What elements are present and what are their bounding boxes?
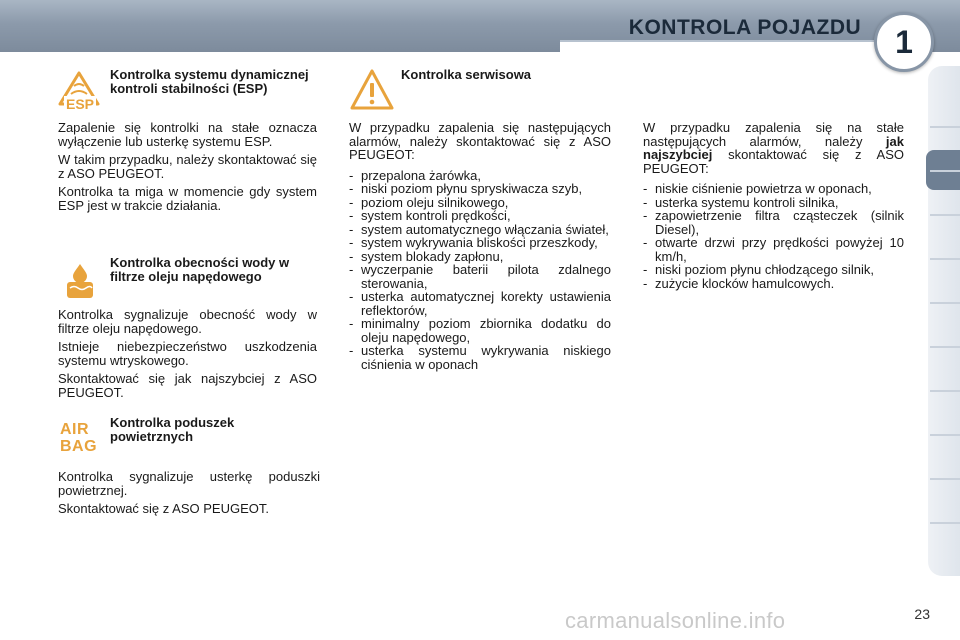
- tab-divider: [930, 126, 960, 128]
- tab-divider: [930, 302, 960, 304]
- tab-divider: [930, 522, 960, 524]
- airbag-heading: Kontrolka poduszek powietrznych: [110, 415, 235, 444]
- airbag-icon-line-1: AIR: [60, 421, 90, 438]
- tab-divider: [930, 170, 960, 172]
- airbag-icon: [60, 421, 104, 455]
- water-paragraph-3: Skontaktować się jak najszybciej z ASO PEUGEOT.: [58, 371, 317, 400]
- airbag-icon-line-2: BAG: [60, 438, 98, 455]
- water-in-fuel-icon: [60, 262, 100, 307]
- service-alarm-item: - system blokady zapłonu,: [349, 250, 611, 264]
- urgent-alarm-list: [643, 182, 904, 290]
- urgent-alarm-item: - niskie ciśnienie powietrza w oponach,: [643, 182, 904, 196]
- service-alarm-item: - niski poziom płynu spryskiwacza szyb,: [349, 182, 611, 196]
- airbag-paragraph-2: Skontaktować się z ASO PEUGEOT.: [58, 501, 269, 516]
- urgent-alarm-item: - zużycie klocków hamulcowych.: [643, 277, 904, 291]
- chapter-tab-strip[interactable]: [928, 66, 960, 576]
- service-alarm-item: - system automatycznego włączania świateł,: [349, 223, 611, 237]
- tab-divider: [930, 478, 960, 480]
- service-alarm-item: - poziom oleju silnikowego,: [349, 196, 611, 210]
- service-alarm-item: - usterka automatycznej korekty ustawienia reflektorów,: [349, 290, 611, 317]
- esp-text: [58, 121, 317, 217]
- urgent-alarm-text: [643, 121, 904, 290]
- water-paragraph-1: Kontrolka sygnalizuje obecność wody w filtrze oleju napędowego.: [58, 307, 317, 336]
- watermark: carmanualsonline.info: [565, 608, 786, 633]
- service-heading: Kontrolka serwisowa: [401, 67, 532, 82]
- airbag-text: [58, 470, 320, 521]
- service-alarm-item: - wyczerpanie baterii pilota zdalnego sterowania,: [349, 263, 611, 290]
- tab-divider: [930, 434, 960, 436]
- urgent-alarm-item: - otwarte drzwi przy prędkości powyżej 10 km/h,: [643, 236, 904, 263]
- service-alarm-item: - system kontroli prędkości,: [349, 209, 611, 223]
- tab-divider: [930, 258, 960, 260]
- urgent-alarm-item: - zapowietrzenie filtra cząsteczek (silnik Diesel),: [643, 209, 904, 236]
- esp-paragraph-3: Kontrolka ta miga w momencie gdy system ESP jest w trakcie działania.: [58, 184, 317, 213]
- urgent-intro-emphasis: jak najszybciej: [643, 133, 904, 162]
- esp-warning-icon: [56, 70, 102, 117]
- service-alarm-item: - minimalny poziom zbiornika dodatku do oleju napędowego,: [349, 317, 611, 344]
- esp-icon-label: ESP: [66, 96, 95, 112]
- service-alarm-item: - system wykrywania bliskości przeszkody,: [349, 236, 611, 250]
- page-number: 23: [914, 606, 930, 622]
- urgent-intro: [643, 121, 904, 175]
- urgent-alarm-item: - usterka systemu kontroli silnika,: [643, 196, 904, 210]
- esp-heading: Kontrolka systemu dynamicznej kontroli stabilności (ESP): [110, 67, 309, 96]
- service-text: [349, 121, 611, 371]
- water-in-fuel-text: [58, 308, 317, 404]
- service-alarm-item: - usterka systemu wykrywania niskiego ciśnienia w oponach: [349, 344, 611, 371]
- esp-paragraph-2: W takim przypadku, należy skontaktować się z ASO PEUGEOT.: [58, 152, 317, 181]
- urgent-alarm-item: - niski poziom płynu chłodzącego silnik,: [643, 263, 904, 277]
- water-in-fuel-heading: Kontrolka obecności wody w filtrze oleju napędowego: [110, 255, 290, 284]
- page-title: KONTROLA POJAZDU: [628, 16, 862, 39]
- service-intro: W przypadku zapalenia się następujących alarmów, należy skontaktować się z ASO PEUGEOT:: [349, 120, 611, 162]
- urgent-intro-start: W przypadku zapalenia się na stałe następujących alarmów, należy: [643, 120, 904, 149]
- chapter-badge: 1: [874, 12, 934, 72]
- tab-divider: [930, 346, 960, 348]
- urgent-intro-end: skontaktować się z ASO PEUGEOT:: [643, 147, 904, 176]
- service-warning-icon: [349, 68, 395, 117]
- esp-paragraph-1: Zapalenie się kontrolki na stałe oznacza wyłączenie lub usterkę systemu ESP.: [58, 120, 317, 149]
- service-alarm-item: - przepalona żarówka,: [349, 169, 611, 183]
- airbag-paragraph-1: Kontrolka sygnalizuje usterkę poduszki powietrznej.: [58, 469, 320, 498]
- water-paragraph-2: Istnieje niebezpieczeństwo uszkodzenia systemu wtryskowego.: [58, 339, 317, 368]
- tab-divider: [930, 390, 960, 392]
- tab-divider: [930, 214, 960, 216]
- service-alarm-list: [349, 169, 611, 372]
- header-title-tab: [560, 40, 890, 56]
